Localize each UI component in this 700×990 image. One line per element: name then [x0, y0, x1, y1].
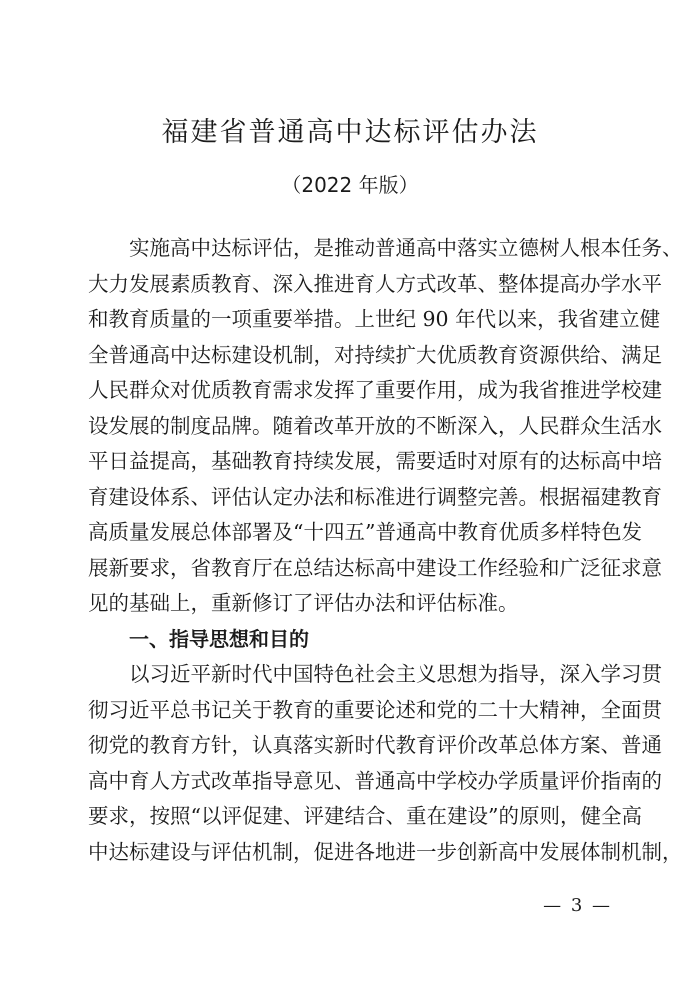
paragraph-line: 育建设体系、评估认定办法和标准进行调整完善。根据福建教育 [88, 484, 662, 509]
paragraph-line: 高质量发展总体部署及“十四五”普通高中教育优质多样特色发 [88, 520, 642, 544]
section-heading: 一、指导思想和目的 [129, 626, 309, 651]
document-title: 福建省普通高中达标评估办法 [161, 117, 539, 148]
paragraph-line: 以习近平新时代中国特色社会主义思想为指导，深入学习贯 [129, 662, 662, 686]
paragraph-line: 设发展的制度品牌。随着改革开放的不断深入，人民群众生活水 [88, 413, 662, 438]
paragraph-line: 实施高中达标评估，是推动普通高中落实立德树人根本任务、 [129, 236, 683, 260]
paragraph-line: 彻党的教育方针，认真落实新时代教育评价改革总体方案、普通 [88, 733, 662, 757]
page-number: — 3 — [543, 895, 612, 916]
paragraph-line: 中达标建设与评估机制，促进各地进一步创新高中发展体制机制， [88, 839, 683, 864]
paragraph-line: 平日益提高，基础教育持续发展，需要适时对原有的达标高中培 [88, 449, 662, 473]
document-subtitle: （2022 年版） [281, 173, 419, 197]
paragraph-line: 高中育人方式改革指导意见、普通高中学校办学质量评价指南的 [88, 768, 662, 793]
paragraph-line: 大力发展素质教育、深入推进育人方式改革、整体提高办学水平 [88, 271, 662, 296]
paragraph-line: 和教育质量的一项重要举措。上世纪 90 年代以来，我省建立健 [88, 307, 661, 331]
paragraph-line: 全普通高中达标建设机制，对持续扩大优质教育资源供给、满足 [88, 342, 662, 367]
paragraph-line: 人民群众对优质教育需求发挥了重要作用，成为我省推进学校建 [88, 378, 662, 402]
paragraph-line: 展新要求，省教育厅在总结达标高中建设工作经验和广泛征求意 [88, 555, 662, 580]
paragraph-line: 彻习近平总书记关于教育的重要论述和党的二十大精神，全面贯 [88, 697, 662, 722]
paragraph-line: 要求，按照“以评促建、评建结合、重在建设”的原则，健全高 [88, 804, 642, 828]
paragraph-line: 见的基础上，重新修订了评估办法和评估标准。 [88, 591, 519, 615]
body-text [88, 231, 683, 870]
